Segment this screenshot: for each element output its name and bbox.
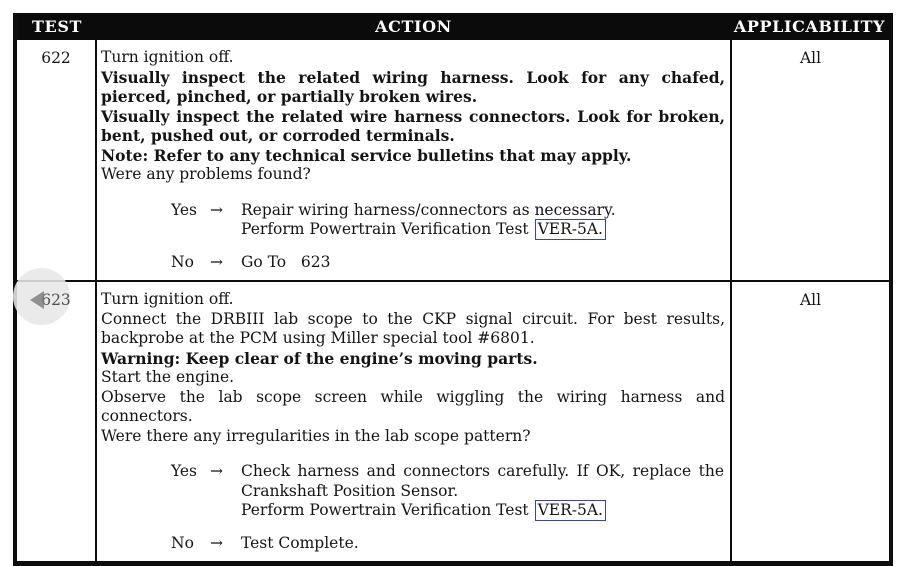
branch-instruction-lines <box>241 534 724 554</box>
right-arrow-icon: → <box>210 462 223 480</box>
decision-branch-yes <box>171 201 724 240</box>
branch-instruction-line <box>241 201 724 221</box>
decision-branch-no <box>171 534 724 554</box>
action-instruction: Start the engine. <box>101 368 235 386</box>
applicability-value: All <box>799 49 822 67</box>
right-arrow-icon: → <box>210 533 223 552</box>
table-row <box>17 40 889 280</box>
header-test: TEST <box>32 17 82 36</box>
right-arrow-icon: → <box>210 252 223 271</box>
action-instruction-bold: Visually inspect the related wire harness connectors. Look for broken, bent, pushed out, or corroded terminals. <box>101 106 725 145</box>
action-instruction-bold: Visually inspect the related wiring harness. Look for any chafed, pierced, pinched, or partially broken wires. <box>101 67 725 106</box>
action-instruction-bold: Note: Refer to any technical service bulletins that may apply. <box>101 145 632 165</box>
right-arrow-icon: → <box>210 200 223 219</box>
branch-instruction-line <box>241 462 724 501</box>
branch-instruction-lines <box>241 462 724 521</box>
branch-answer: Yes <box>171 462 198 480</box>
diagnostic-test-table <box>13 13 893 566</box>
branch-instruction-line <box>241 501 724 521</box>
ver-5a-link[interactable]: VER-5A. <box>535 500 606 521</box>
action-instruction: Were there any irregularities in the lab scope pattern? <box>101 426 531 445</box>
table-header-row <box>17 13 889 40</box>
action-instruction: Were any problems found? <box>101 165 311 183</box>
branch-text: Perform Powertrain Verification Test <box>241 501 534 519</box>
branch-text: Go To 623 <box>241 252 331 271</box>
branch-answer: No <box>171 533 194 552</box>
ver-5a-link[interactable]: VER-5A. <box>535 219 606 240</box>
branch-instruction-line <box>241 253 724 273</box>
decision-branch-no <box>171 253 724 273</box>
action-instruction: Turn ignition off. <box>101 48 234 66</box>
decision-branches <box>101 201 725 273</box>
branch-instruction-lines <box>241 253 724 273</box>
branch-instruction-lines <box>241 201 724 240</box>
test-cell <box>17 282 97 561</box>
branch-text: Test Complete. <box>241 533 359 552</box>
branch-instruction-line <box>241 220 724 240</box>
header-action: ACTION <box>375 17 452 36</box>
branch-text: Perform Powertrain Verification Test <box>241 220 534 238</box>
cursor-arrow-icon <box>30 291 44 309</box>
table-row <box>17 280 889 561</box>
action-instruction: Observe the lab scope screen while wiggling the wiring harness and connectors. <box>101 387 725 425</box>
applicability-cell <box>730 40 889 280</box>
action-cell <box>97 282 730 561</box>
applicability-value: All <box>799 291 822 309</box>
branch-answer: Yes <box>171 200 198 219</box>
branch-text: Repair wiring harness/connectors as necessary. <box>241 200 616 219</box>
action-instruction: Turn ignition off. <box>101 290 234 308</box>
test-number: 622 <box>41 49 71 67</box>
header-applicability: APPLICABILITY <box>733 17 886 36</box>
action-lines <box>101 48 725 185</box>
branch-answer: No <box>171 252 194 271</box>
test-number: 623 <box>41 291 71 309</box>
decision-branch-yes <box>171 462 724 521</box>
action-instruction: Connect the DRBIII lab scope to the CKP signal circuit. For best results, backprobe at the PCM using Miller special tool #6801. <box>101 309 725 347</box>
branch-text: Check harness and connectors carefully. If OK, replace the Crankshaft Position Sensor. <box>241 462 724 500</box>
test-cell <box>17 40 97 280</box>
branch-instruction-line <box>241 534 724 554</box>
table-body <box>17 40 889 561</box>
action-lines <box>101 290 725 446</box>
decision-branches <box>101 462 725 553</box>
action-instruction-bold: Warning: Keep clear of the engine’s moving parts. <box>101 348 538 368</box>
applicability-cell <box>730 282 889 561</box>
action-cell <box>97 40 730 280</box>
